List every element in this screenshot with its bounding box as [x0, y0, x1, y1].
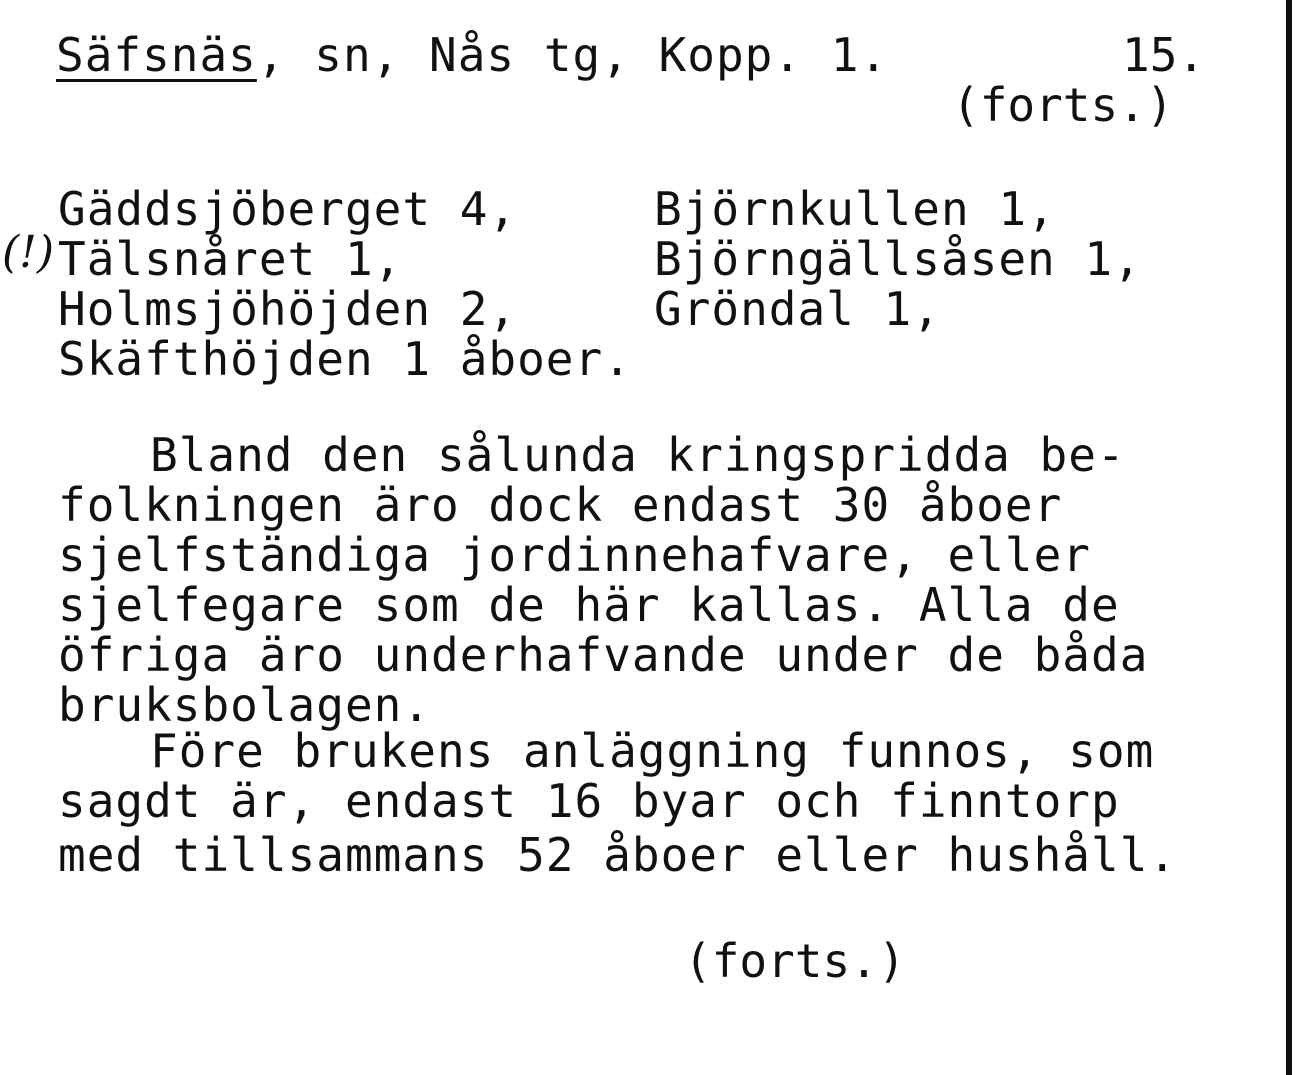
place-name: Säfsnäs: [56, 28, 257, 82]
heading-details: , sn, Nås tg, Kopp. 1.: [256, 28, 889, 82]
place-entry: Björnkullen 1,: [654, 182, 1056, 236]
paragraph-line: Före brukens anläggning funnos, som: [150, 724, 1155, 778]
paragraph-line: sagdt är, endast 16 byar och finntorp: [58, 774, 1120, 828]
place-entry: Skäfthöjden 1 åboer.: [58, 332, 632, 386]
place-entry: Gröndal 1,: [654, 282, 941, 336]
place-entry: Tälsnåret 1,: [58, 232, 403, 286]
paragraph-line: med tillsammans 52 åboer eller hushåll.: [58, 828, 1178, 882]
continued-note-top: (forts.): [952, 78, 1174, 132]
card-heading: [56, 30, 888, 80]
place-entry: Holmsjöhöjden 2,: [58, 282, 518, 336]
margin-annotation: (!): [2, 227, 55, 278]
paragraph-line: sjelfständiga jordinnehafvare, eller: [58, 528, 1091, 582]
paragraph-line: sjelfegare som de här kallas. Alla de: [58, 578, 1120, 632]
continued-note-bottom: (forts.): [684, 934, 906, 988]
paragraph-line: Bland den sålunda kringspridda be-: [150, 428, 1126, 482]
place-entry: Björngällsåsen 1,: [654, 232, 1142, 286]
paragraph-line: bruksbolagen.: [58, 678, 432, 732]
paragraph-line: öfriga äro underhafvande under de båda: [58, 628, 1149, 682]
place-entry: Gäddsjöberget 4,: [58, 182, 518, 236]
page-number: 15.: [1122, 28, 1206, 82]
card-edge-line: [1286, 0, 1292, 1075]
paragraph-line: folkningen äro dock endast 30 åboer: [58, 478, 1063, 532]
